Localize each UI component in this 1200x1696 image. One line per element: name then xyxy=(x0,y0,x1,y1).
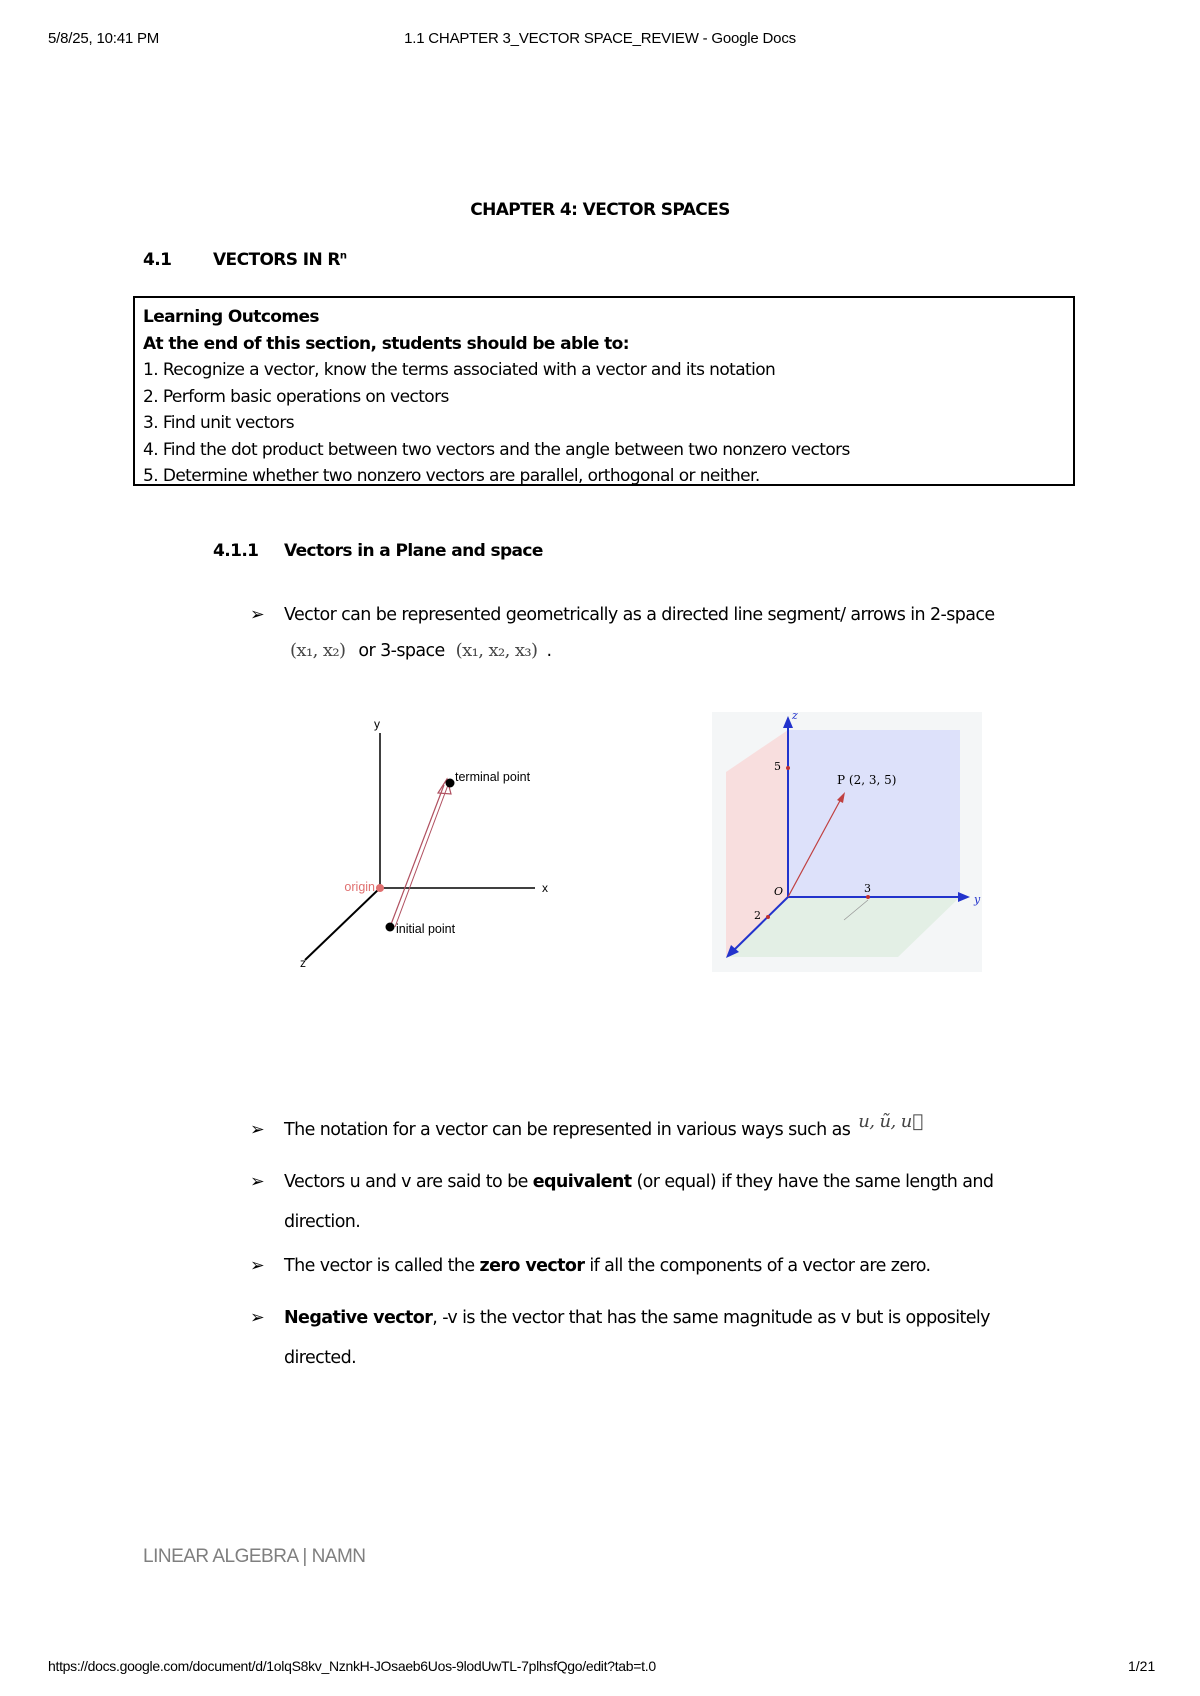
learning-outcome-item: 2. Perform basic operations on vectors xyxy=(143,386,449,407)
tick-y-dot xyxy=(866,895,870,899)
axis-y-label: y xyxy=(374,717,380,731)
bullet-text xyxy=(284,1298,1064,1378)
bullet-text xyxy=(284,1162,1064,1242)
tick-x-dot xyxy=(766,915,770,919)
bullet-arrow-icon: ➢ xyxy=(250,1120,265,1140)
bullet-item-negative-vector xyxy=(0,1298,1200,1378)
initial-point-dot xyxy=(386,923,395,932)
learning-outcome-item: 5. Determine whether two nonzero vectors are parallel, orthogonal or neither. xyxy=(143,466,760,486)
equivalent-bold: equivalent xyxy=(532,1172,632,1192)
footer-course-name: LINEAR ALGEBRA | NAMN xyxy=(143,1546,366,1567)
bullet-arrow-icon: ➢ xyxy=(250,1172,265,1192)
negative-line2: directed. xyxy=(284,1348,357,1368)
axis-z-label: z xyxy=(792,712,798,722)
tick-z-dot xyxy=(786,766,790,770)
vector-arrow-line-2 xyxy=(395,785,448,927)
learning-outcomes-intro: At the end of this section, students should be able to: xyxy=(143,333,629,354)
zero-bold: zero vector xyxy=(479,1256,585,1276)
point-p-label: P (2, 3, 5) xyxy=(837,773,897,787)
axis-z-label: z xyxy=(300,956,306,970)
bullet-arrow-icon: ➢ xyxy=(250,1256,265,1276)
negative-post: , -v is the vector that has the same magnitude as v but is oppositely xyxy=(432,1308,990,1328)
subsection-title: Vectors in a Plane and space xyxy=(284,541,543,561)
bullet-item-zero-vector xyxy=(0,1246,1200,1286)
zero-post: if all the components of a vector are zero. xyxy=(584,1256,931,1276)
print-doc-title: 1.1 CHAPTER 3_VECTOR SPACE_REVIEW - Google Docs xyxy=(404,30,796,47)
tick-z-label: 5 xyxy=(774,760,781,773)
section-title xyxy=(213,250,346,270)
learning-outcome-item: 4. Find the dot product between two vectors and the angle between two nonzero vectors xyxy=(143,439,850,460)
equivalent-line2: direction. xyxy=(284,1212,361,1232)
learning-outcome-item: 3. Find unit vectors xyxy=(143,413,294,433)
math-2space: (x₁, x₂) xyxy=(290,640,346,661)
z-axis-line xyxy=(305,888,380,960)
section-title-superscript: n xyxy=(339,250,347,262)
bullet-arrow-icon: ➢ xyxy=(250,605,265,625)
origin-dot xyxy=(376,884,384,892)
negative-bold: Negative vector xyxy=(284,1308,433,1328)
learning-outcomes-heading: Learning Outcomes xyxy=(143,307,319,327)
math-period: . xyxy=(546,641,552,661)
yz-plane xyxy=(788,730,960,897)
zero-pre: The vector is called the xyxy=(284,1256,480,1276)
bullet-item-equivalent xyxy=(0,1162,1200,1242)
bullet-arrow-icon: ➢ xyxy=(250,1308,265,1328)
axis-y-label: y xyxy=(974,893,981,906)
section-title-text: VECTORS IN R xyxy=(213,250,340,270)
bullet-text xyxy=(284,1110,1064,1150)
print-datetime: 5/8/25, 10:41 PM xyxy=(48,30,160,47)
chapter-title: CHAPTER 4: VECTOR SPACES xyxy=(470,200,730,220)
terminal-point-label: terminal point xyxy=(455,770,531,784)
learning-outcome-item: 1. Recognize a vector, know the terms associated with a vector and its notation xyxy=(143,360,776,380)
terminal-point-dot xyxy=(446,779,455,788)
vector-arrow-line xyxy=(390,785,444,927)
origin-label: origin xyxy=(344,880,375,894)
notation-math: u, ũ, u⃗ xyxy=(858,1111,923,1132)
print-url: https://docs.google.com/document/d/1olqS8kv_NznkH-JOsaeb6Uos-9lodUwTL-7plhsfQgo/edit?tab=t.0 xyxy=(48,1658,656,1674)
subsection-number: 4.1.1 xyxy=(213,541,259,561)
equivalent-pre: Vectors u and v are said to be xyxy=(284,1172,533,1192)
axis-x-label: x xyxy=(542,881,548,895)
tick-x-label: 2 xyxy=(754,909,761,922)
vector-diagram-2d xyxy=(290,715,570,975)
origin-label: O xyxy=(774,885,784,898)
learning-outcomes-box xyxy=(133,296,1075,486)
bullet-math-line xyxy=(290,640,551,661)
vector-diagram-3d xyxy=(712,712,982,972)
math-connector: or 3-space xyxy=(358,641,445,661)
equivalent-post: (or equal) if they have the same length and xyxy=(631,1172,994,1192)
tick-y-label: 3 xyxy=(864,882,871,895)
initial-point-label: initial point xyxy=(396,922,456,936)
bullet-item-geometric xyxy=(0,595,1200,635)
bullet-text xyxy=(284,1246,1064,1286)
math-3space: (x₁, x₂, x₃) xyxy=(455,640,538,661)
page-number: 1/21 xyxy=(1128,1658,1156,1674)
bullet-item-notation xyxy=(0,1110,1200,1150)
bullet-text: Vector can be represented geometrically as a directed line segment/ arrows in 2-space xyxy=(284,605,995,625)
section-number: 4.1 xyxy=(143,250,172,270)
notation-text: The notation for a vector can be represented in various ways such as xyxy=(284,1120,851,1140)
